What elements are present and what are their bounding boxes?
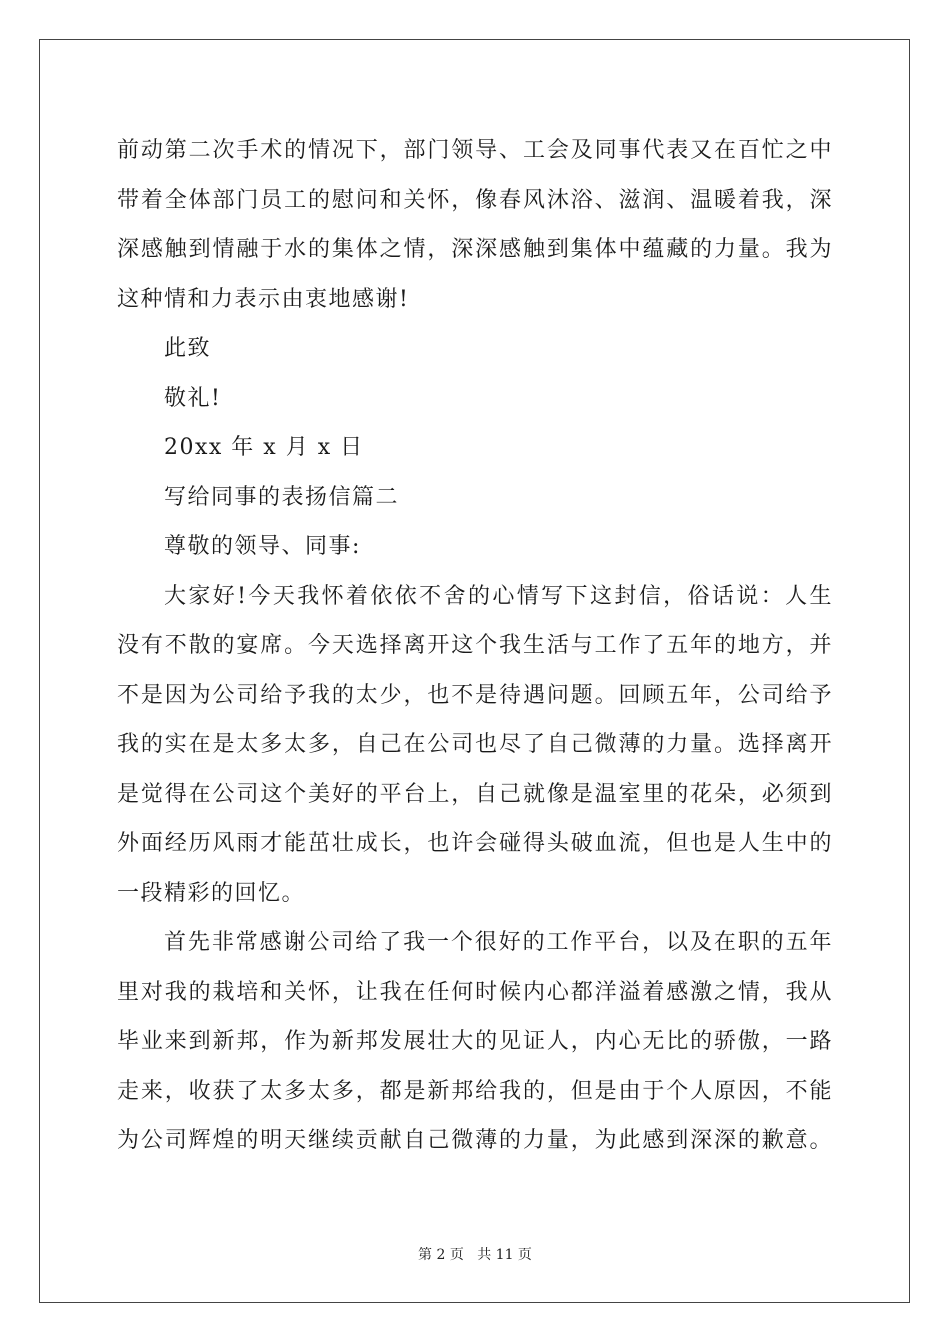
- closing-salutation: 此致: [164, 336, 212, 361]
- letter-date: 20xx 年 x 月 x 日: [164, 435, 364, 460]
- body-line: 我的实在是太多太多，自己在公司也尽了自己微薄的力量。选择离开: [117, 732, 833, 757]
- body-line: 带着全体部门员工的慰问和关怀，像春风沐浴、滋润、温暖着我，深: [117, 187, 833, 213]
- page-footer: [0, 1244, 950, 1264]
- body-line: 深感触到情融于水的集体之情，深深感触到集体中蕴藏的力量。我为: [117, 237, 833, 262]
- body-line: 里对我的栽培和关怀，让我在任何时候内心都洋溢着感激之情，我从: [117, 979, 833, 1005]
- body-line: 为公司辉煌的明天继续贡献自己微薄的力量，为此感到深深的歉意。: [117, 1128, 833, 1153]
- body-line: 不是因为公司给予我的太少，也不是待遇问题。回顾五年，公司给予: [117, 682, 833, 708]
- closing-regards: 敬礼!: [164, 385, 222, 411]
- body-line: 前动第二次手术的情况下，部门领导、工会及同事代表又在百忙之中: [117, 138, 833, 163]
- section-title: 写给同事的表扬信篇二: [164, 484, 400, 510]
- body-line: 外面经历风雨才能茁壮成长，也许会碰得头破血流，但也是人生中的: [117, 831, 833, 856]
- letter-body: [117, 126, 833, 1166]
- page-number: 第 2 页: [418, 1247, 464, 1263]
- letter-greeting: 尊敬的领导、同事:: [164, 534, 361, 559]
- body-line: 是觉得在公司这个美好的平台上，自己就像是温室里的花朵，必须到: [117, 781, 833, 807]
- body-line: 走来，收获了太多太多，都是新邦给我的，但是由于个人原因，不能: [117, 1078, 833, 1104]
- body-line: 大家好!今天我怀着依依不舍的心情写下这封信，俗话说：人生: [164, 583, 833, 609]
- body-line: 首先非常感谢公司给了我一个很好的工作平台，以及在职的五年: [164, 930, 833, 955]
- body-line: 没有不散的宴席。今天选择离开这个我生活与工作了五年的地方，并: [117, 633, 833, 658]
- body-line: 毕业来到新邦，作为新邦发展壮大的见证人，内心无比的骄傲，一路: [117, 1029, 833, 1054]
- body-line: 这种情和力表示由衷地感谢!: [117, 286, 410, 312]
- page-total: 共 11 页: [477, 1247, 532, 1263]
- body-line: 一段精彩的回忆。: [117, 880, 306, 906]
